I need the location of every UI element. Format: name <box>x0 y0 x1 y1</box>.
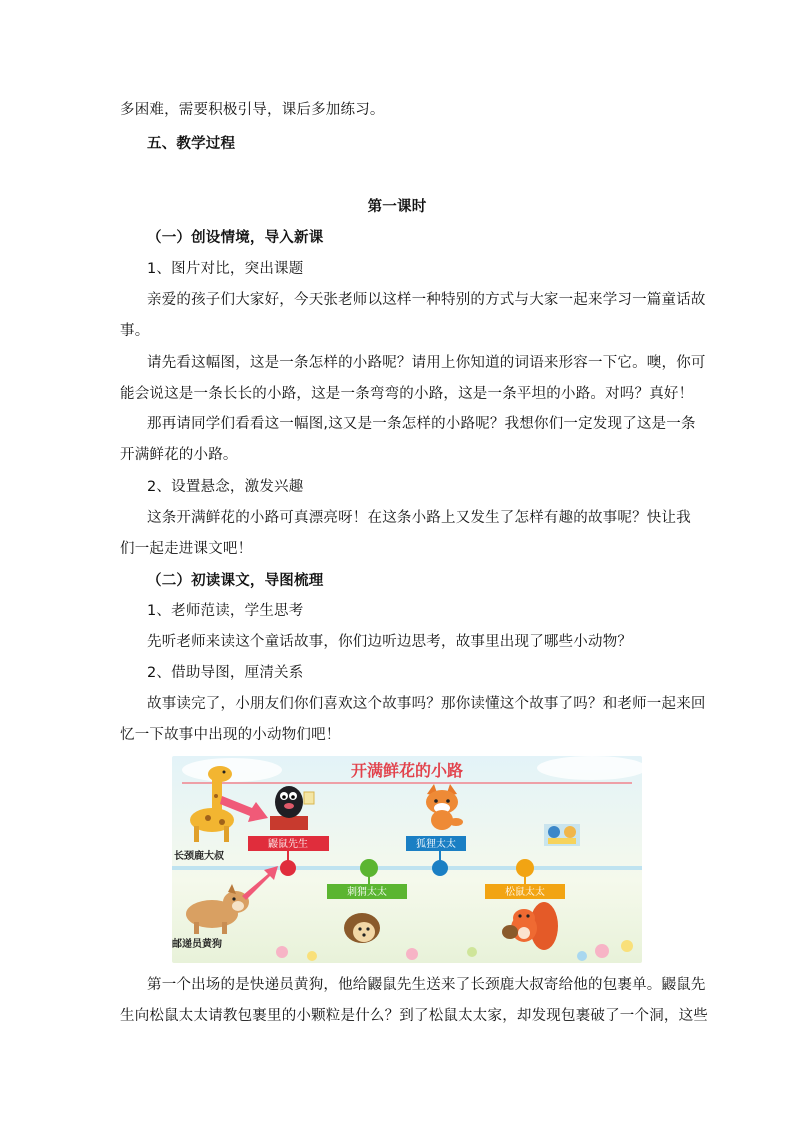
story-map-svg <box>172 756 642 963</box>
step-heading: 2、设置悬念，激发兴趣 <box>147 479 304 495</box>
text-line: 事。 <box>120 323 150 339</box>
text-line: 忆一下故事中出现的小动物们吧！ <box>120 727 341 743</box>
subsection-heading: （二）初读课文，导图梳理 <box>147 573 324 589</box>
label-giraffe: 长颈鹿大叔 <box>174 851 224 862</box>
text-line: 能会说这是一条长长的小路，这是一条弯弯的小路，这是一条平坦的小路。对吗？真好！ <box>120 386 694 402</box>
step-heading: 2、借助导图，厘清关系 <box>147 665 304 681</box>
timeline-node-orange <box>516 859 534 877</box>
figure-title: 开满鲜花的小路 <box>350 761 464 780</box>
text-line: 们一起走进课文吧！ <box>120 541 253 557</box>
text-line: 请先看这幅图，这是一条怎样的小路呢？请用上你知道的词语来形容一下它。噢，你可 <box>147 355 706 371</box>
step-heading: 1、图片对比，突出课题 <box>147 261 304 277</box>
section-heading: 五、教学过程 <box>147 136 236 152</box>
label-dog: 邮递员黄狗 <box>172 939 222 950</box>
label-mole: 鼹鼠先生 <box>268 839 308 850</box>
text-line: 这条开满鲜花的小路可真漂亮呀！在这条小路上又发生了怎样有趣的故事呢？快让我 <box>147 510 691 526</box>
text-line: 那再请同学们看看这一幅图,这又是一条怎样的小路呢？我想你们一定发现了这是一条 <box>147 416 696 432</box>
timeline-node-blue <box>432 860 448 876</box>
figure-background <box>172 756 642 963</box>
hedgehog-icon <box>344 913 380 943</box>
text-line: 多困难，需要积极引导，课后多加练习。 <box>120 102 385 118</box>
label-hedgehog: 刺猬太太 <box>347 887 387 898</box>
text-line: 亲爱的孩子们大家好，今天张老师以这样一种特别的方式与大家一起来学习一篇童话故 <box>147 292 706 308</box>
small-animals-icon <box>544 824 580 846</box>
story-map-illustration <box>172 756 642 963</box>
text-line: 先听老师来读这个童话故事，你们边听边思考，故事里出现了哪些小动物？ <box>147 634 633 650</box>
step-heading: 1、老师范读，学生思考 <box>147 603 304 619</box>
subsection-heading: （一）创设情境，导入新课 <box>147 230 324 246</box>
text-line: 生向松鼠太太请教包裹里的小颗粒是什么？到了松鼠太太家，却发现包裹破了一个洞，这些 <box>120 1008 708 1024</box>
text-line: 故事读完了，小朋友们你们喜欢这个故事吗？那你读懂这个故事了吗？和老师一起来回 <box>147 696 706 712</box>
timeline-node-red <box>280 860 296 876</box>
lesson-title: 第一课时 <box>367 199 427 215</box>
timeline-node-green <box>360 859 378 877</box>
label-fox: 狐狸太太 <box>416 839 456 850</box>
label-squirrel: 松鼠太太 <box>505 887 545 898</box>
text-line: 第一个出场的是快递员黄狗，他给鼹鼠先生送来了长颈鹿大叔寄给他的包裹单。鼹鼠先 <box>147 977 706 993</box>
text-line: 开满鲜花的小路。 <box>120 447 238 463</box>
